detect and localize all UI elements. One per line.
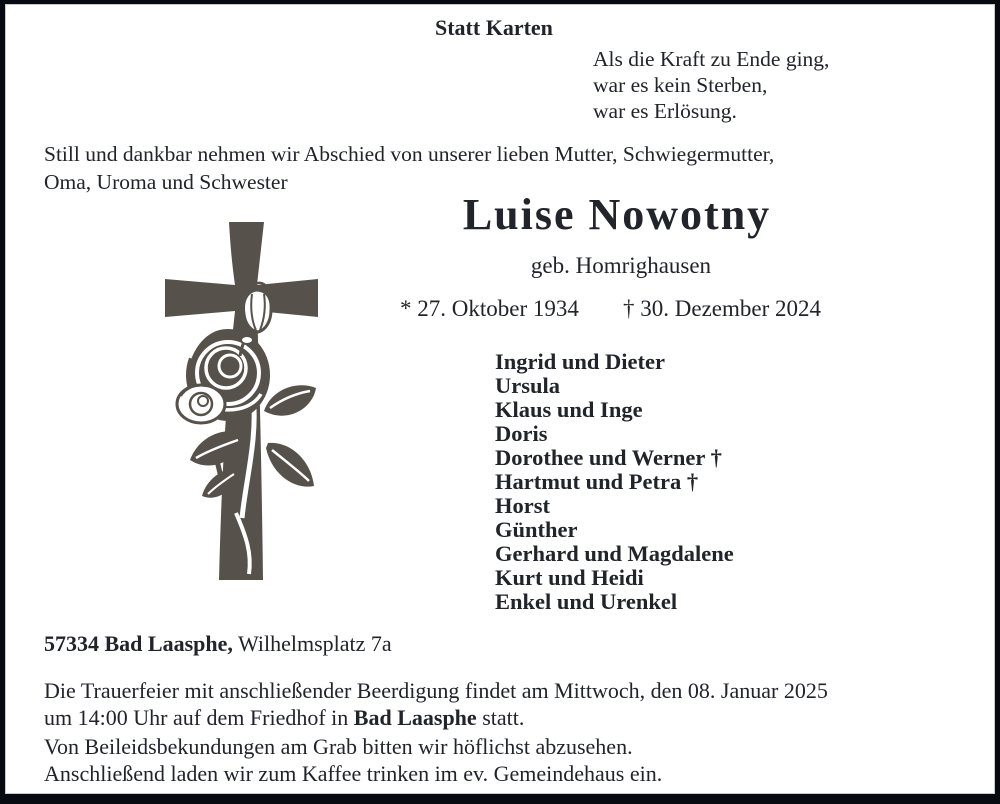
- mourner-line: Enkel und Urenkel: [495, 589, 678, 614]
- funeral-line: Die Trauerfeier mit anschließender Beerdigung findet am Mittwoch, den 08. Januar 2025: [44, 678, 828, 703]
- address-street: Wilhelmsplatz 7a: [232, 631, 392, 656]
- address-city: 57334 Bad Laasphe,: [44, 631, 233, 656]
- intro-line: Still und dankbar nehmen wir Abschied von unserer lieben Mutter, Schwiegermutter,: [44, 142, 775, 166]
- mourner-line: Doris: [495, 421, 548, 446]
- deceased-name: Luise Nowotny: [462, 190, 772, 239]
- funeral-paragraph: [44, 677, 828, 731]
- mourner-line: Dorothee und Werner †: [495, 445, 722, 470]
- condolence-line: Von Beileidsbekundungen am Grab bitten wir höflichst abzusehen.: [44, 734, 633, 759]
- funeral-line-text: um 14:00 Uhr auf dem Friedhof in: [44, 705, 354, 730]
- cross-with-rose-icon: [156, 218, 346, 593]
- mourner-line: Horst: [495, 493, 550, 518]
- funeral-line-text: statt.: [476, 705, 525, 730]
- funeral-place: Bad Laasphe: [353, 705, 477, 730]
- maiden-name: geb. Homrighausen: [530, 253, 712, 278]
- condolence-paragraph: [44, 733, 662, 787]
- header-statt-karten: Statt Karten: [435, 15, 553, 40]
- mourner-line: Ingrid und Dieter: [495, 349, 666, 374]
- mourners-list: [495, 350, 734, 614]
- mourner-line: Gerhard und Magdalene: [495, 541, 734, 566]
- death-date: † 30. Dezember 2024: [623, 296, 821, 321]
- mourner-line: Kurt und Heidi: [495, 565, 644, 590]
- intro-paragraph: [44, 140, 774, 196]
- intro-line: Oma, Uroma und Schwester: [44, 170, 288, 194]
- mourner-line: Ursula: [495, 373, 561, 398]
- address-line: [44, 631, 392, 657]
- poem: [593, 46, 829, 124]
- condolence-line: Anschließend laden wir zum Kaffee trinken im ev. Gemeindehaus ein.: [44, 761, 663, 786]
- mourner-line: Klaus und Inge: [495, 397, 643, 422]
- birth-date: * 27. Oktober 1934: [400, 296, 579, 321]
- mourner-line: Hartmut und Petra †: [495, 469, 699, 494]
- poem-line: war es kein Sterben,: [593, 73, 768, 97]
- poem-line: Als die Kraft zu Ende ging,: [593, 47, 830, 71]
- funeral-line: [44, 704, 828, 731]
- poem-line: war es Erlösung.: [593, 99, 737, 123]
- mourner-line: Günther: [495, 517, 578, 542]
